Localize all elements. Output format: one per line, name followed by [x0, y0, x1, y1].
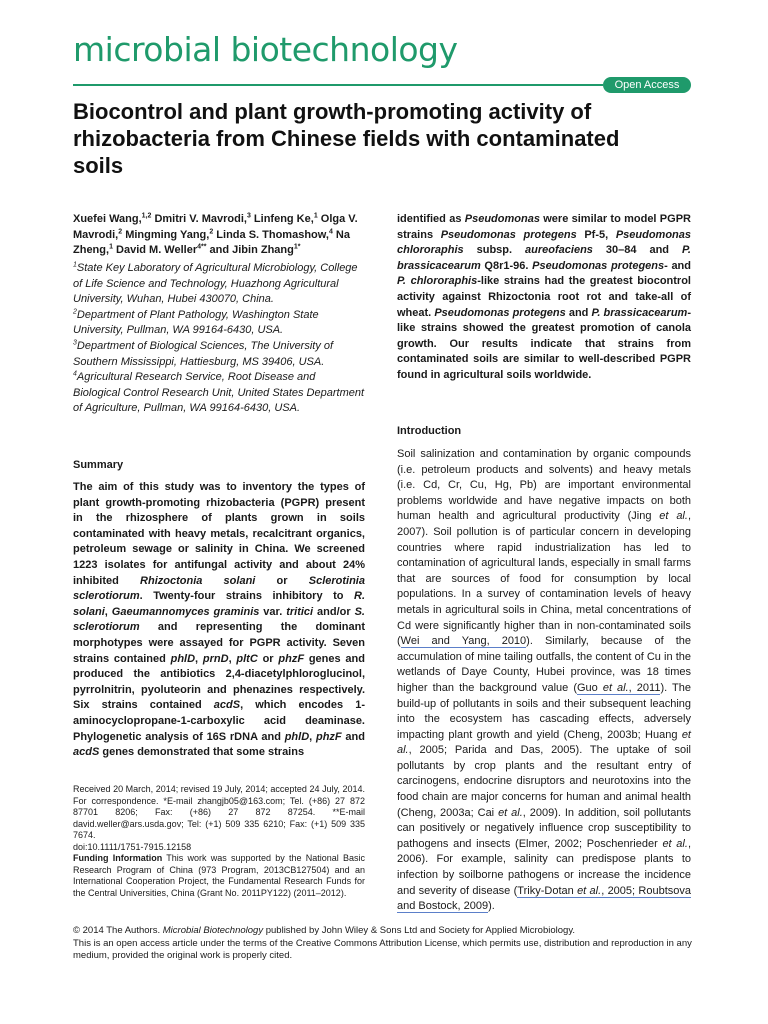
article-title: Biocontrol and plant growth-promoting activity of rhizobacteria from Chinese fields with contaminated soils: [73, 99, 620, 178]
author-list: Xuefei Wang,$^{1,2}$ Dmitri V. Mavrodi,$^3$ Linfeng Ke,$^1$ Olga V. Mavrodi,$^2$ Mingming Yang,$^2$ Linda S. Thomashow,$^4$ Na Zheng,$^1$ David M. Weller$^{4**}$ and Jibin Zhang$^{1*}$: [73, 212, 358, 257]
journal-name: microbial biotechnology: [73, 30, 458, 69]
citation-link-wei-yang[interactable]: Wei and Yang, 2010: [400, 635, 527, 648]
affiliations: [73, 261, 365, 417]
citation-link-guo[interactable]: Guo et al., 2011: [576, 681, 661, 694]
copyright-line: © 2014 The Authors. Microbial Biotechnology published by John Wiley & Sons Ltd and Society for Applied Microbiology.: [73, 925, 576, 936]
affiliation-1: $^1$State Key Laboratory of Agricultural Microbiology, College of Life Science and Technology, Huazhong Agricultural University, Wuhan, Hubei 430070, China.: [73, 261, 358, 306]
affiliation-4: $^4$Agricultural Research Service, Root Disease and Biological Control Research Unit, United States Department of Agriculture, Pullman, WA 99164-6430, USA.: [73, 370, 365, 415]
license-line: This is an open access article under the terms of the Creative Commons Attribution License, which permits use, distribution and reproduction in any medium, provided the original work is properly cited.: [73, 937, 692, 961]
doi: doi:10.1111/1751-7915.12158: [73, 841, 192, 852]
summary-text: The aim of this study was to inventory the types of plant growth-promoting rhizobacteria (PGPR) present in the rhizosphere of plants grown in soils contaminated with heavy metals, recalcitrant organics, petroleum sewage or salinity in China. We screened 1223 isolates for antifungal activity and about 24% inhibited Rhizoctonia solani or Sclerotinia sclerotiorum. Twenty-four strains inhibitory to R. solani, Gaeumannomyces graminis var. tritici and/or S. sclerotiorum and representing the dominant morphotypes were assayed for PGPR activity. Seven strains contained phlD, prnD, pltC or phzF genes and produced the antibiotics 2,4-diacetylphloroglucinol, pyrrolnitrin, pyoluteorin and phenazines respectively. Six strains contained acdS, which encodes 1-aminocyclopropane-1-carboxylic acid deaminase. Phylogenetic analysis of 16S rDNA and phlD, phzF and acdS genes demonstrated that some strains: [73, 481, 365, 759]
affiliation-2: $^2$Department of Plant Pathology, Washington State University, Pullman, WA 99164-6430, USA.: [73, 308, 319, 337]
summary-heading: Summary: [73, 459, 124, 471]
funding-info: Funding Information This work was supported by the National Basic Research Program of China (973 Program, 2013CB127504) and an International Cooperation Project, the Fundamental Research Funds for the Central Universities, China (Grant No. 2011PY122) (2011–2012).: [73, 853, 365, 898]
open-access-badge: Open Access: [603, 77, 691, 93]
summary-continued: identified as Pseudomonas were similar to model PGPR strains Pseudomonas protegens Pf-5, Pseudomonas chlororaphis subsp. aureofaciens 30–84 and P. brassicacearum Q8r1-96. Pseudomonas protegens- and P. chlororaphis-like strains had the greatest biocontrol activity against Rhizoctonia root rot and take-all of wheat. Pseudomonas protegens and P. brassicacearum-like strains showed the greatest promotion of canola growth. Our results indicate that strains from contaminated soils are similar to well-described PGPR found in agricultural soils worldwide.: [397, 213, 691, 381]
introduction-heading: Introduction: [397, 425, 462, 437]
article-metadata: [73, 784, 365, 899]
citation-link-triky-dotan[interactable]: Triky-Dotan et al., 2005; Roubtsova and Bostock, 2009: [397, 884, 691, 913]
header-rule: [73, 84, 603, 86]
received-dates: Received 20 March, 2014; revised 19 July, 2014; accepted 24 July, 2014. For correspondence. *E-mail zhangjb05@163.com; Tel. (+86) 27 872 87701 8206; Fax: (+86) 27 872 87254. **E-mail david.weller@ars.usda.gov; Tel: (+1) 509 335 6210; Fax: (+1) 509 335 7674.: [73, 784, 365, 840]
affiliation-3: $^3$Department of Biological Sciences, The University of Southern Mississippi, Hattiesburg, MS 39406, USA.: [73, 339, 334, 368]
introduction-text: Soil salinization and contamination by organic compounds (i.e. petroleum products and solvents) and heavy metals (i.e. Cd, Cr, Cu, Hg, Pb) are important environmental problems worldwide and have negative impacts on both human health and agricultural productivity (Jing et al., 2007). Soil pollution is of particular concern in developing countries where rapid industrialization has led to contamination of agricultural lands, especially in small farms that are sources of food for consumption by local populations. In a survey of contamination levels of heavy metals in agricultural soils in China, metal concentrations of Cd were significantly higher than in non-contaminated soils (Wei and Yang, 2010). Similarly, because of the accumulation of mine tailing outfalls, the content of Cu in the wetlands of Daye County, Hubei province, was 18 times higher than the background value (Guo et al., 2011). The build-up of pollutants in soils and their subsequent leaching into the ecosystem has cascading effects, adversely impacting plant growth and yield (Cheng, 2003b; Huang et al., 2005; Parida and Das, 2005). The uptake of soil pollutants by crop plants and the resultant entry of carcinogens, endocrine disruptors and neurotoxins into the food chain are major concerns for human and animal health (Cheng, 2003a; Cai et al., 2009). In addition, soil pollutants can positively or negatively influence crop susceptibility to pathogens and insects (Elmer, 2002; Poschenrieder et al., 2006). For example, salinity can predispose plants to infection by soilborne pathogens or increase the incidence and severity of disease (Triky-Dotan et al., 2005; Roubtsova and Bostock, 2009).: [397, 448, 692, 913]
copyright-footer: [73, 925, 693, 963]
